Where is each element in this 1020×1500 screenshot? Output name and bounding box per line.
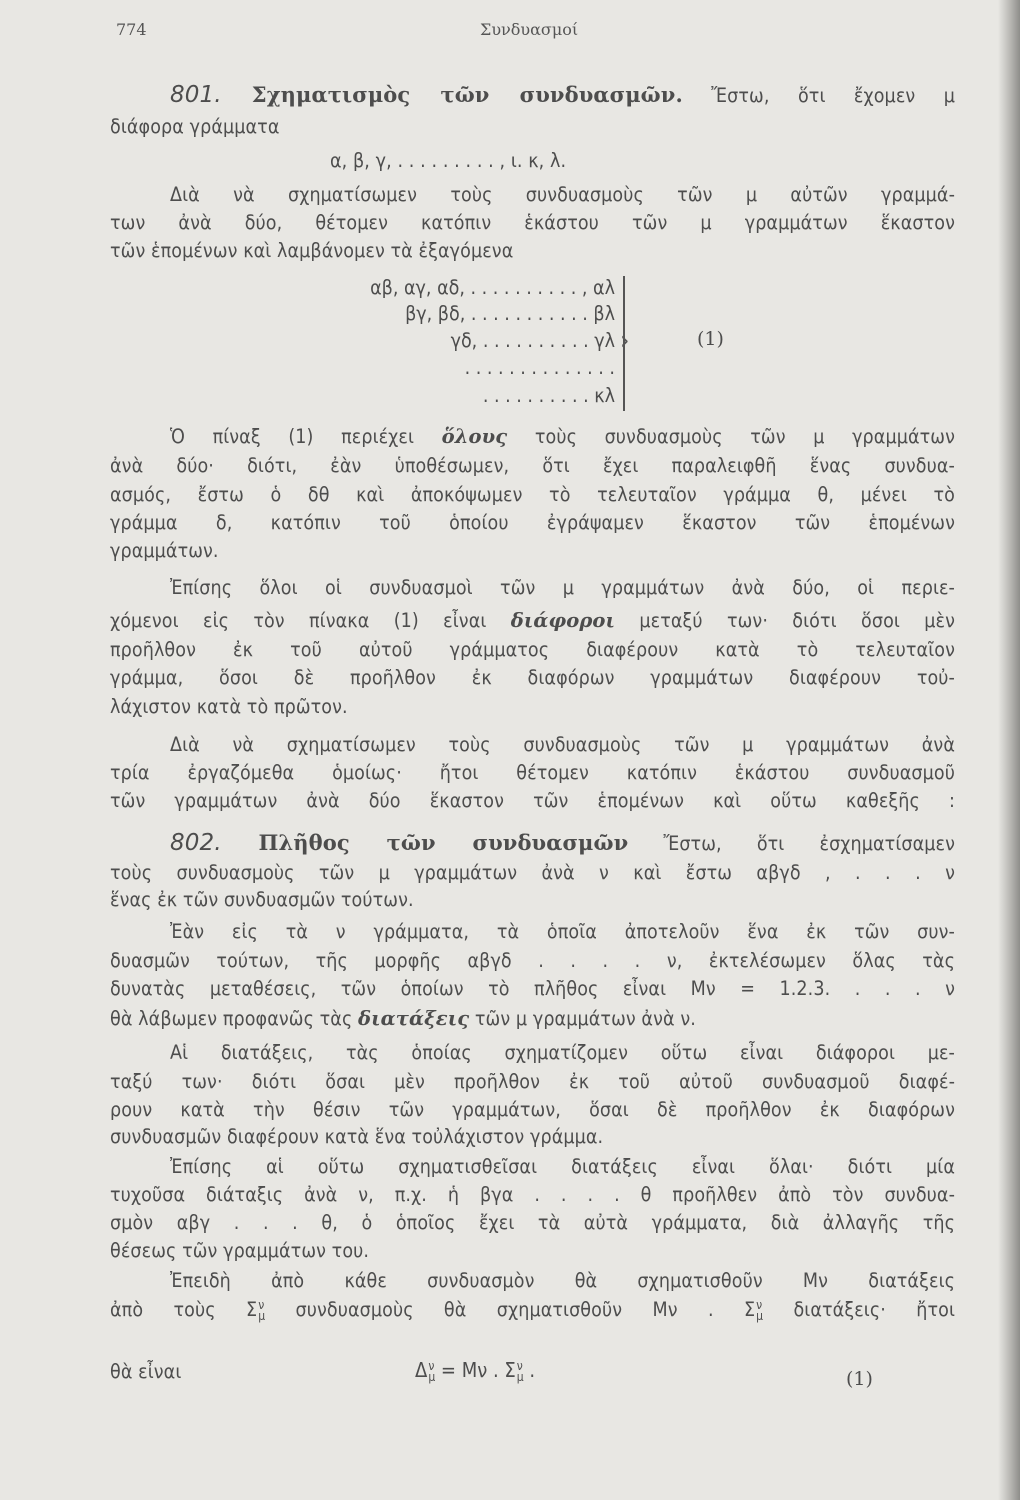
text-line <box>110 975 955 1003</box>
text-segment: διάφορα γράμματα <box>110 115 280 138</box>
text-line <box>170 918 955 946</box>
text-segment: Ἐὰν εἰς τὰ ν γράμματα, τὰ ὁποῖα ἀποτελοῦν ἕνα ἐκ τῶν συν- <box>170 920 955 943</box>
text-line <box>110 693 348 721</box>
superscript: ν <box>428 1358 435 1373</box>
subscript: μ <box>258 1308 266 1323</box>
table-label: (1) <box>697 328 724 350</box>
table-row: γδ, . . . . . . . . . . γλ <box>450 329 615 352</box>
text-segment: θὰ λάβωμεν προφανῶς τὰς <box>110 1007 359 1030</box>
text-line <box>110 1123 603 1151</box>
text-line <box>110 664 955 692</box>
text-line <box>110 859 955 887</box>
text-segment: Διὰ νὰ σχηματίσωμεν τοὺς συνδυασμοὺς τῶν μ αὐτῶν γραμμά- <box>170 183 955 206</box>
text-line <box>110 759 955 787</box>
subscript: μ <box>756 1308 764 1323</box>
text-segment: τοὺς συνδυασμοὺς τῶν μ γραμμάτων ἀνὰ ν καὶ ἔστω αβγδ , . . . ν <box>110 861 955 884</box>
text-segment: γράμμα δ, κατόπιν τοῦ ὁποίου ἐγράψαμεν ἕκαστον τῶν ἑπομένων <box>110 511 955 534</box>
text-line <box>170 423 955 451</box>
text-segment: διατάξεις· ἤτοι <box>763 1298 955 1321</box>
formula-permutations <box>415 1356 535 1384</box>
text-line <box>170 829 955 858</box>
text-segment: τῶν ἑπομένων καὶ λαμβάνομεν τὰ ἐξαγόμενα <box>110 239 514 262</box>
text-segment: Ἔστω, ὅτι ἐσχηματίσαμεν <box>628 832 955 855</box>
text-segment: ἕνας ἐκ τῶν συνδυασμῶν τούτων. <box>110 888 414 911</box>
text-segment: των ἀνὰ δύο, θέτομεν κατόπιν ἑκάστου τῶν μ γραμμάτων ἕκαστον <box>110 211 955 234</box>
subscript: μ <box>428 1369 436 1384</box>
table-row: . . . . . . . . . . κλ <box>482 384 615 407</box>
text-line <box>110 1096 955 1124</box>
text-line <box>110 237 513 265</box>
text-segment: ἀνὰ δύο· διότι, ἐὰν ὑποθέσωμεν, ὅτι ἔχει παραλειφθῆ ἕνας συνδυα- <box>110 454 955 477</box>
text-line <box>330 147 566 175</box>
text-segment: δυνατὰς μεταθέσεις, τῶν ὁποίων τὸ πλῆθος εἶναι Mν = 1.2.3. . . . ν <box>110 977 955 1000</box>
text-line <box>170 574 955 602</box>
text-segment: σμὸν αβγ . . . θ, ὁ ὁποῖος ἔχει τὰ αὐτὰ γράμματα, διὰ ἀλλαγῆς τῆς <box>110 1211 955 1234</box>
text-segment: γραμμάτων. <box>110 539 219 562</box>
section-heading: Πλῆθος τῶν συνδυασμῶν <box>221 830 629 855</box>
section-heading: 801. <box>170 82 222 108</box>
equation-number: (1) <box>846 1368 873 1390</box>
text-line <box>110 113 280 141</box>
text-segment: ταξύ των· διότι ὅσαι μὲν προῆλθον ἐκ τοῦ αὐτοῦ συνδυασμοῦ διαφέ- <box>110 1070 955 1093</box>
text-segment: Αἱ διατάξεις, τὰς ὁποίας σχηματίζομεν οὕτω εἶναι διάφοροι με- <box>170 1041 955 1064</box>
text-line <box>110 509 955 537</box>
superscript: ν <box>756 1297 763 1312</box>
table-row: βγ, βδ, . . . . . . . . . . . βλ <box>405 302 615 325</box>
text-line <box>110 1296 955 1324</box>
text-line <box>110 607 955 635</box>
table-row: . . . . . . . . . . . . . . <box>464 356 615 379</box>
text-segment: συνδυασμῶν διαφέρουν κατὰ ἕνα τοὐλάχιστον γράμμα. <box>110 1125 604 1148</box>
page-number: 774 <box>116 20 147 39</box>
text-segment: συνδυασμοὺς θὰ σχηματισθοῦν Mν . Σ <box>265 1298 756 1321</box>
text-line <box>110 1237 369 1265</box>
text-segment: ἀπὸ τοὺς Σ <box>110 1298 258 1321</box>
emphasis-text: διάφοροι <box>510 609 616 632</box>
emphasis-text: διατάξεις <box>358 1007 470 1030</box>
text-line <box>110 886 414 914</box>
text-line <box>110 947 955 975</box>
text-segment: Ἐπίσης ὅλοι οἱ συνδυασμοὶ τῶν μ γραμμάτων ἀνὰ δύο, οἱ περιε- <box>170 576 955 599</box>
text-segment: τρία ἐργαζόμεθα ὁμοίως· ἤτοι θέτομεν κατόπιν ἑκάστου συνδυασμοῦ <box>110 761 955 784</box>
text-line <box>110 1068 955 1096</box>
text-line <box>170 731 955 759</box>
text-line <box>170 1153 955 1181</box>
text-line <box>110 537 219 565</box>
superscript: ν <box>516 1358 523 1373</box>
section-heading: Σχηματισμὸς τῶν συνδυασμῶν. <box>221 82 683 107</box>
text-line <box>110 1209 955 1237</box>
text-line <box>110 1181 955 1209</box>
text-segment: τυχοῦσα διάταξις ἀνὰ ν, π.χ. ἡ βγα . . . . θ προῆλθεν ἀπὸ τὸν συνδυα- <box>110 1183 955 1206</box>
text-segment: τῶν γραμμάτων ἀνὰ δύο ἕκαστον τῶν ἑπομένων καὶ οὕτω καθεξῆς : <box>110 789 955 812</box>
text-segment: προῆλθον ἐκ τοῦ αὐτοῦ γράμματος διαφέρουν κατὰ τὸ τελευταῖον <box>110 638 955 661</box>
text-segment: = Mν . Σ <box>435 1358 516 1382</box>
text-segment: λάχιστον κατὰ τὸ πρῶτον. <box>110 695 348 718</box>
table-row: αβ, αγ, αδ, . . . . . . . . . . , αλ <box>370 276 615 299</box>
text-segment: Ἔστω, ὅτι ἔχομεν μ <box>682 84 955 107</box>
text-segment: θὰ εἶναι <box>110 1360 182 1383</box>
text-segment: τῶν μ γραμμάτων ἀνὰ ν. <box>469 1007 696 1030</box>
section-heading: 802. <box>170 830 222 856</box>
table-brace-tip: › <box>620 326 630 356</box>
subscript: μ <box>516 1369 524 1384</box>
text-segment: α, β, γ, . . . . . . . . . , ι. κ, λ. <box>330 149 567 172</box>
index-stack <box>516 1358 524 1384</box>
emphasis-text: ὅλους <box>441 425 508 448</box>
text-line <box>110 1358 181 1386</box>
text-line <box>110 452 955 480</box>
superscript: ν <box>258 1297 265 1312</box>
text-segment: . <box>523 1358 536 1382</box>
text-line <box>170 81 955 110</box>
text-line <box>110 481 955 509</box>
text-segment: ρουν κατὰ τὴν θέσιν τῶν γραμμάτων, ὅσαι δὲ προῆλθον ἐκ διαφόρων <box>110 1098 955 1121</box>
text-segment: Διὰ νὰ σχηματίσωμεν τοὺς συνδυασμοὺς τῶν μ γραμμάτων ἀνὰ <box>170 733 955 756</box>
text-segment: θέσεως τῶν γραμμάτων του. <box>110 1239 370 1262</box>
text-segment: Ὁ πίναξ (1) περιέχει <box>170 425 442 448</box>
text-segment: χόμενοι εἰς τὸν πίνακα (1) εἶναι <box>110 609 511 632</box>
text-line <box>170 181 955 209</box>
text-line <box>110 636 955 664</box>
text-line <box>110 1005 696 1033</box>
page-edge-shadow <box>998 0 1020 1500</box>
text-line <box>110 787 955 815</box>
text-segment: ασμός, ἔστω ὁ δθ καὶ ἀποκόψωμεν τὸ τελευταῖον γράμμα θ, μένει τὸ <box>110 483 955 506</box>
text-line <box>110 209 955 237</box>
text-line <box>170 1267 955 1295</box>
text-segment: Ἐπειδὴ ἀπὸ κάθε συνδυασμὸν θὰ σχηματισθοῦν Mν διατάξεις <box>170 1269 955 1292</box>
text-segment: τοὺς συνδυασμοὺς τῶν μ γραμμάτων <box>507 425 955 448</box>
running-title: Συνδυασμοί <box>480 20 579 39</box>
text-segment: Δ <box>415 1358 428 1382</box>
text-segment: μεταξύ των· διότι ὅσοι μὲν <box>615 609 955 632</box>
text-line <box>170 1039 955 1067</box>
text-segment: Ἐπίσης αἱ οὕτω σχηματισθεῖσαι διατάξεις εἶναι ὅλαι· διότι μία <box>170 1155 955 1178</box>
text-segment: δυασμῶν τούτων, τῆς μορφῆς αβγδ . . . . ν, ἐκτελέσωμεν ὅλας τὰς <box>110 949 955 972</box>
text-segment: γράμμα, ὅσοι δὲ προῆλθον ἐκ διαφόρων γραμμάτων διαφέρουν τοὐ- <box>110 666 955 689</box>
